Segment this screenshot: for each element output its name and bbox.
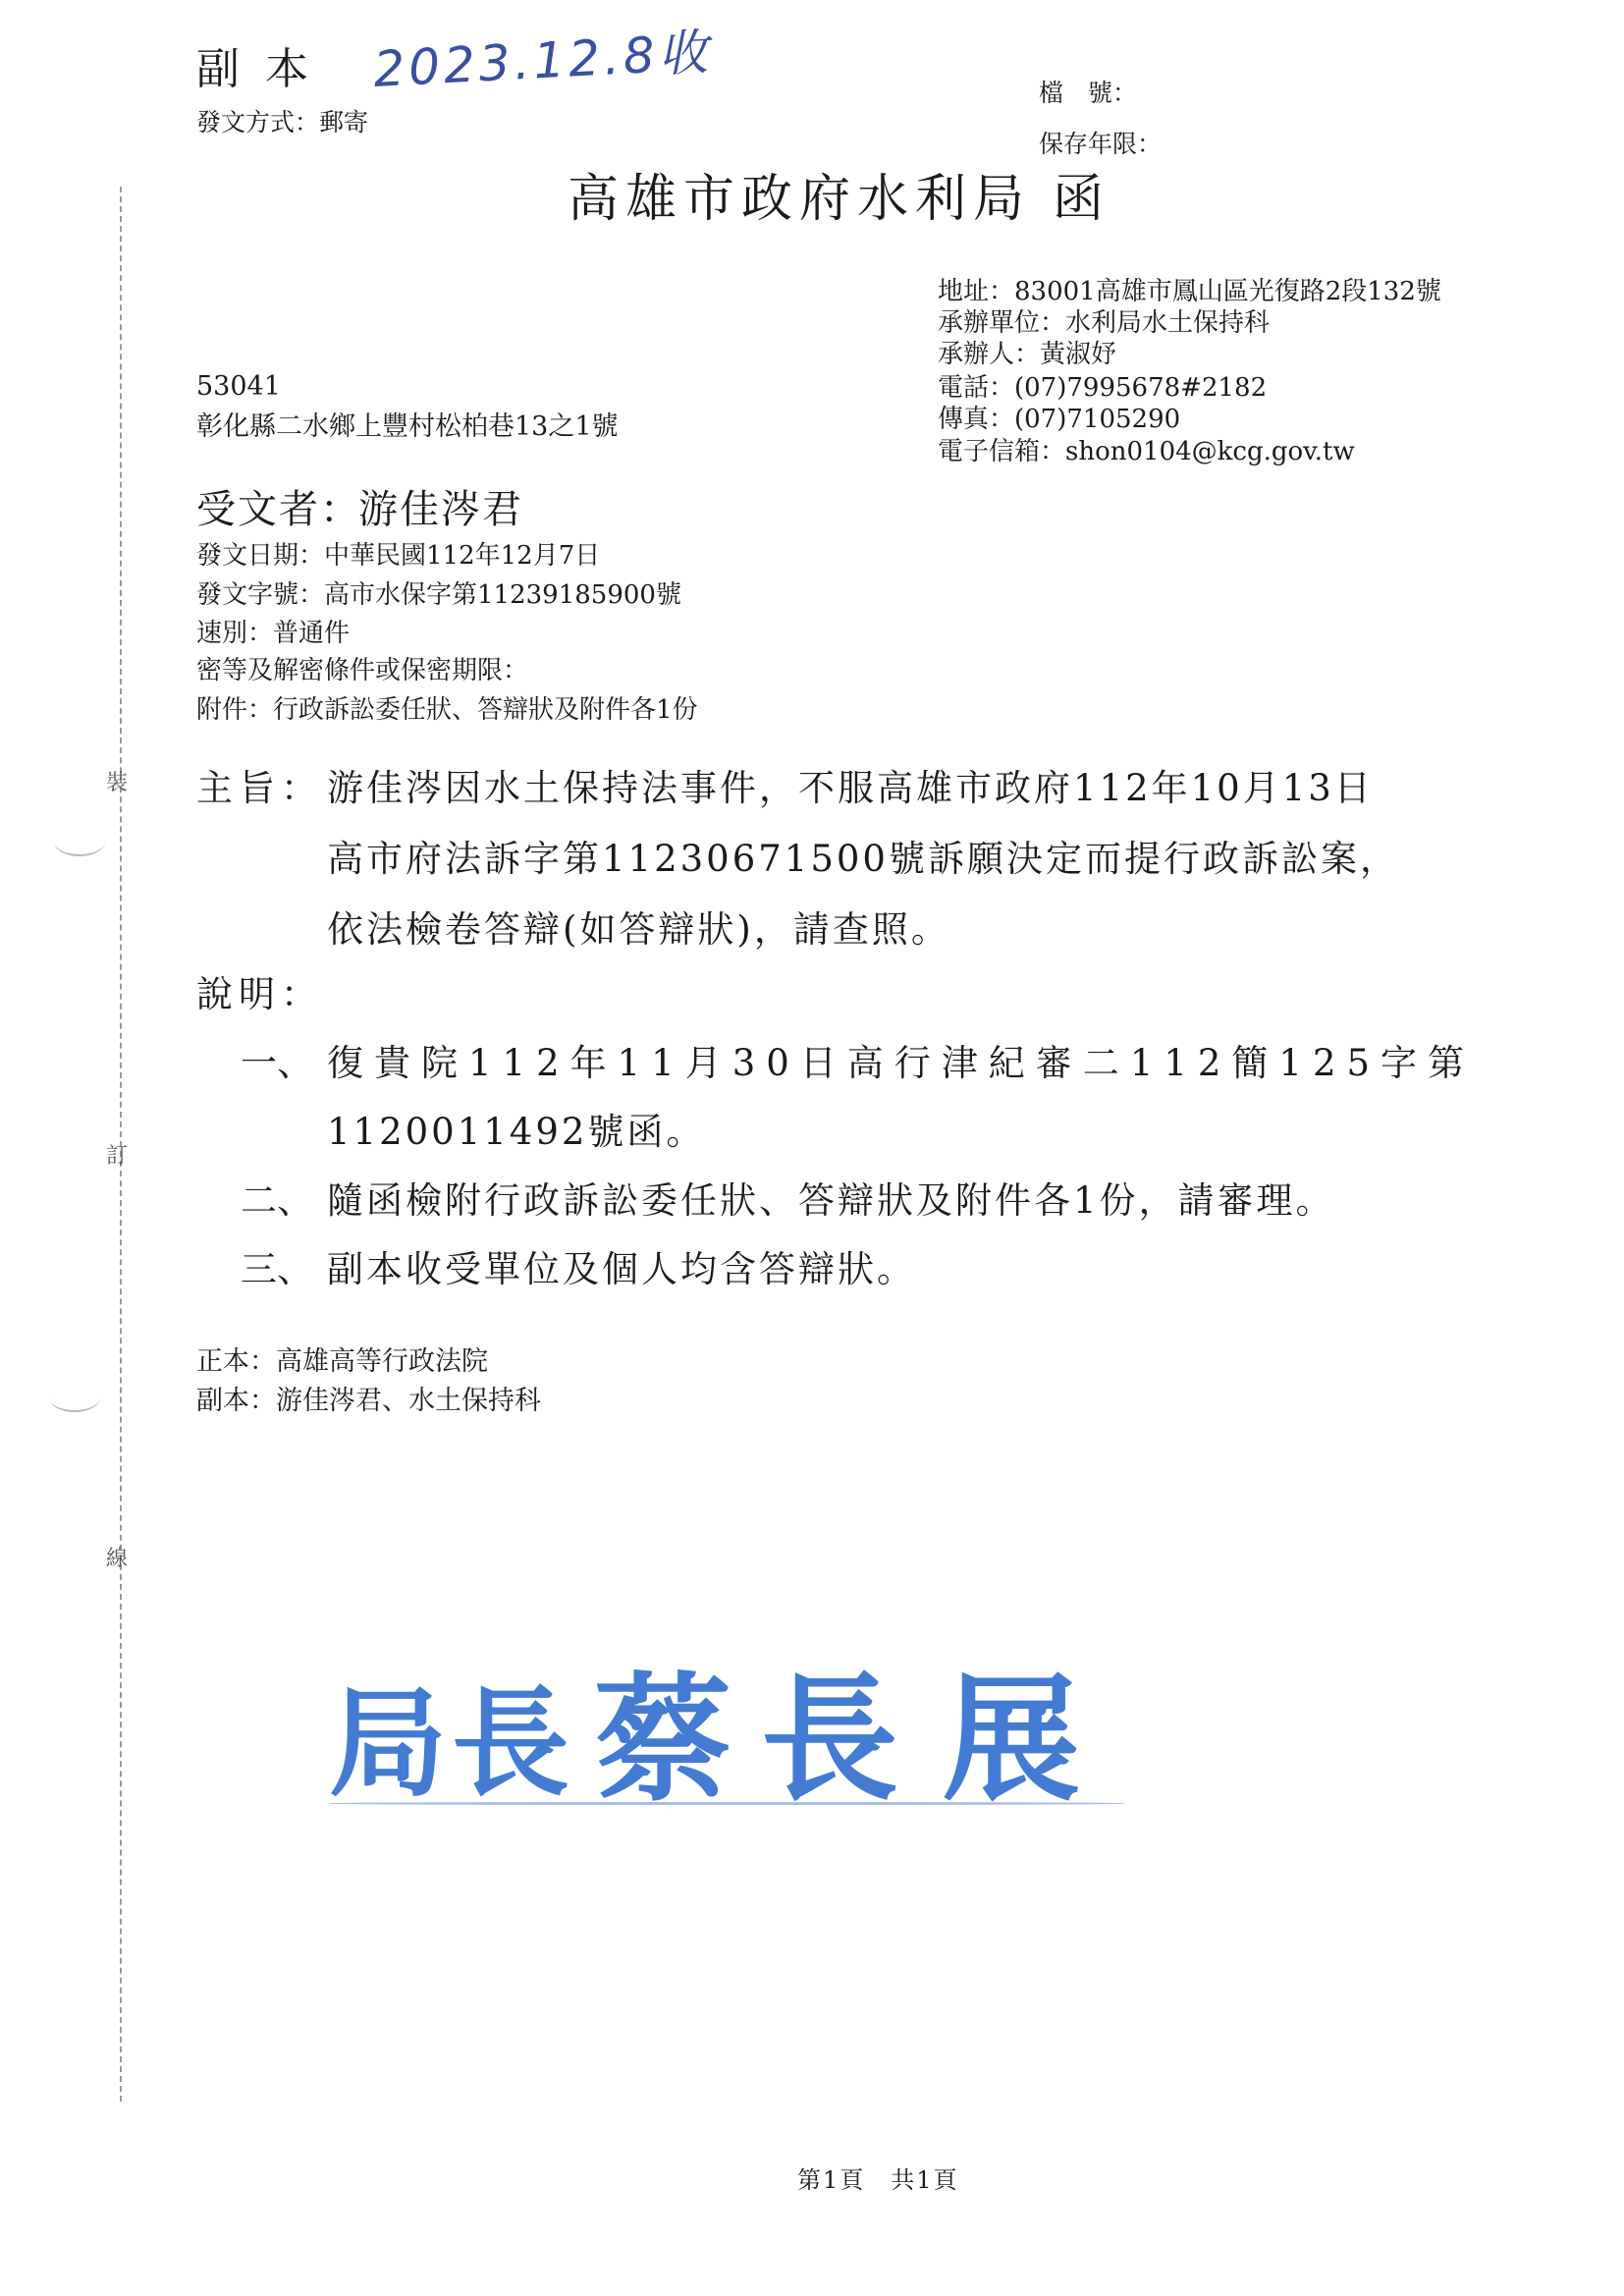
send-method: 發文方式：郵寄 [196,108,369,137]
page-number: 第1頁 共1頁 [797,2166,959,2194]
stamp-underline [329,1802,1124,1805]
document-type: 函 [1053,170,1105,229]
delivery-speed: 速別：普通件 [196,619,351,648]
stamp-char: 展 [943,1660,1081,1821]
retention-period-label: 保存年限： [1039,130,1163,158]
document-number: 發文字號：高市水保字第11239185900號 [196,580,681,610]
description-item-number: 二、 [241,1179,313,1222]
recipient-label: 受文者： [196,487,361,532]
stamp-char: 局 [329,1674,447,1813]
subject-line: 依法檢卷答辯(如答辯狀)，請查照。 [327,908,950,951]
contact-handler: 承辦人：黃淑妤 [938,340,1117,369]
stamp-char: 蔡 [594,1660,732,1821]
recipient-postcode: 53041 [196,371,281,402]
director-signature-stamp [329,1630,1134,1827]
subject-line: 高市府法訴字第11230671500號訴願決定而提行政訴訟案， [327,838,1399,880]
binding-char-xian: 線 [106,1547,129,1571]
agency-title: 高雄市政府水利局 [568,170,1032,229]
original-recipient: 正本：高雄高等行政法院 [196,1346,488,1377]
description-item-text: 復貴院112年11月30日高行津紀審二112簡125字第 [327,1042,1476,1084]
recipient-address: 彰化縣二水鄉上豐村松柏巷13之1號 [196,411,619,442]
copy-label: 副本 [196,44,334,94]
description-item-number: 三、 [241,1248,313,1290]
description-item-number: 一、 [241,1042,313,1084]
binding-char-ding: 訂 [106,1144,129,1169]
issue-date: 發文日期：中華民國112年12月7日 [196,541,601,571]
stamp-char: 長 [761,1660,899,1821]
contact-unit: 承辦單位：水利局水土保持科 [938,308,1271,338]
recipient-name: 游佳涔君 [358,487,523,532]
contact-address: 地址：83001高雄市鳳山區光復路2段132號 [938,277,1441,306]
contact-fax: 傳真：(07)7105290 [938,405,1181,434]
file-number-label: 檔 號： [1039,79,1138,107]
contact-phone: 電話：(07)7995678#2182 [938,373,1268,403]
stamp-char: 長 [452,1674,569,1813]
handwritten-received-date: 2023.12.8收 [371,24,713,98]
subject-label: 主旨： [196,767,323,809]
secrecy-level: 密等及解密條件或保密期限： [196,656,529,685]
attachments: 附件：行政訴訟委任狀、答辯狀及附件各1份 [196,695,698,725]
subject-line: 游佳涔因水土保持法事件，不服高雄市政府112年10月13日 [327,767,1374,809]
paper-crease-mark [54,827,105,856]
contact-email: 電子信箱：shon0104@kcg.gov.tw [938,437,1355,466]
copy-recipients: 副本：游佳涔君、水土保持科 [196,1386,541,1416]
binding-char-zhuang: 裝 [106,771,129,795]
description-label: 說明： [196,973,323,1015]
description-item-text: 副本收受單位及個人均含答辯狀。 [327,1248,916,1290]
description-item-text: 隨函檢附行政訴訟委任狀、答辯狀及附件各1份，請審理。 [327,1179,1335,1222]
description-item-continuation: 1120011492號函。 [327,1111,706,1153]
paper-crease-mark [49,1383,100,1412]
